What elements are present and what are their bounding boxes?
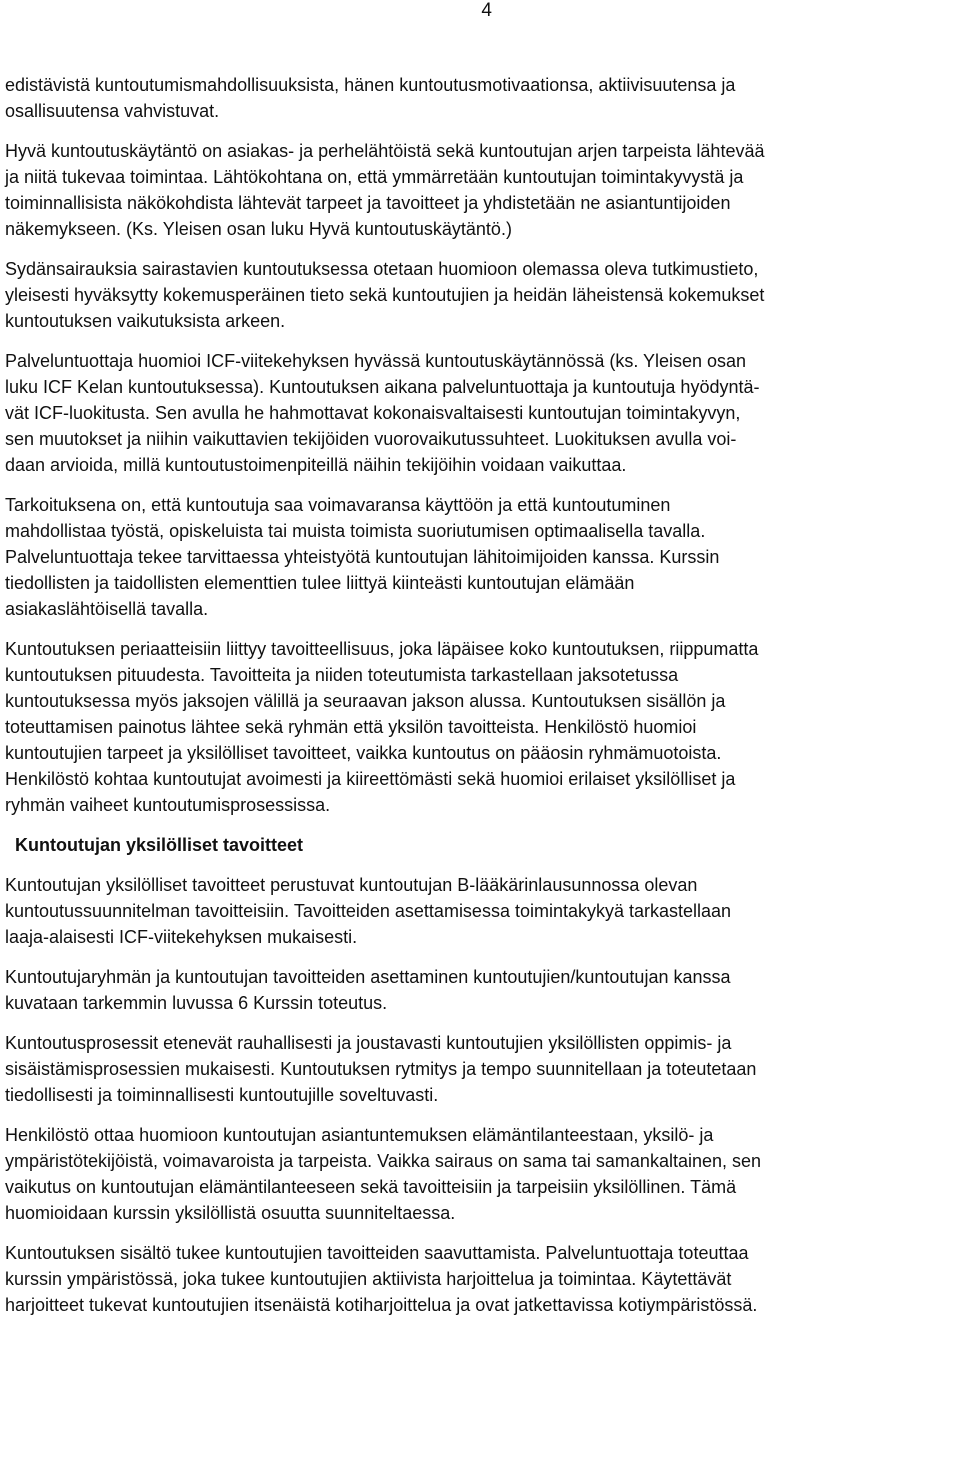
paragraph-goal-orientation: Kuntoutuksen periaatteisiin liittyy tavoitteellisuus, joka läpäisee koko kuntoutuksen, riippumatta kuntoutuksen pituudesta. Tavoitteita ja niiden toteutumista tarkastellaan jaksotetussa kuntoutuksessa myös jaksojen välillä ja seuraavan jakson alussa. Kuntoutuksen sisällön ja toteuttamisen painotus lähtee sekä ryhmän että yksilön tavoitteista. Henkilöstö huomioi kuntoutujien tarpeet ja yksilölliset tavoitteet, vaikka kuntoutus on pääosin ryhmämuotoista. Henkilöstö kohtaa kuntoutujat avoimesti ja kiireettömästi sekä huomioi erilaiset yksilölliset ja ryhmän vaiheet kuntoutumisprosessissa. [5,639,759,815]
document-body [5,72,955,1318]
paragraph-good-practice: Hyvä kuntoutuskäytäntö on asiakas- ja perhelähtöistä sekä kuntoutujan arjen tarpeista lähtevää ja niitä tukevaa toimintaa. Lähtökohtana on, että ymmärretään kuntoutujan toimintakyvystä ja toiminnallisista näkökohdista lähtevät tarpeet ja tavoitteet ja yhdistetään ne asiantuntijoiden näkemykseen. (Ks. Yleisen osan luku Hyvä kuntoutuskäytäntö.) [5,141,765,239]
paragraph-process: Kuntoutusprosessit etenevät rauhallisesti ja joustavasti kuntoutujien yksilöllisten oppimis- ja sisäistämisprosessien mukaisesti. Kuntoutuksen rytmitys ja tempo suunnitellaan ja toteutetaan tiedollisesti ja toiminnallisesti kuntoutujille soveltuvasti. [5,1033,757,1105]
section-heading: Kuntoutujan yksilölliset tavoitteet [15,835,304,855]
paragraph-expertise: Henkilöstö ottaa huomioon kuntoutujan asiantuntemuksen elämäntilanteestaan, yksilö- ja ympäristötekijöistä, voimavaroista ja tarpeista. Vaikka sairaus on sama tai samankaltainen, sen vaikutus on kuntoutujan elämäntilanteeseen sekä tavoitteisiin ja tarpeisiin yksilöllinen. Tämä huomioidaan kurssin yksilöllistä osuutta suunniteltaessa. [5,1125,762,1223]
paragraph-icf-framework: Palveluntuottaja huomioi ICF-viitekehyksen hyvässä kuntoutuskäytännössä (ks. Yleisen osan luku ICF Kelan kuntoutuksessa). Kuntoutuksen aikana palveluntuottaja ja kuntoutuja hyödyntä- vät ICF-luokitusta. Sen avulla he hahmottavat kokonaisvaltaisesti kuntoutujan toimintakyvyn, sen muutokset ja niihin vaikuttavien tekijöiden vuorovaikutussuhteet. Luokituksen avulla voi- daan arvioida, millä kuntoutustoimenpiteillä näihin tekijöihin voidaan vaikuttaa. [5,351,760,475]
paragraph-gap [5,1016,955,1030]
paragraph-gap [5,950,955,964]
paragraph-gap [5,622,955,636]
paragraph-gap [5,1108,955,1122]
paragraph-gap [5,858,955,872]
paragraph-gap [5,334,955,348]
paragraph-content-support: Kuntoutuksen sisältö tukee kuntoutujien tavoitteiden saavuttamista. Palveluntuottaja toteuttaa kurssin ympäristössä, joka tukee kuntoutujien aktiivista harjoittelua ja toimintaa. Käytettävät harjoitteet tukevat kuntoutujien itsenäistä kotiharjoittelua ja ovat jatkettavissa kotiympäristössä. [5,1243,758,1315]
paragraph-gap [5,124,955,138]
paragraph-purpose: Tarkoituksena on, että kuntoutuja saa voimavaransa käyttöön ja että kuntoutuminen mahdollistaa työstä, opiskeluista tai muista toimista suoriutumisen optimaalisella tavalla. Palveluntuottaja tekee tarvittaessa yhteistyötä kuntoutujan lähitoimijoiden kanssa. Kurssin tiedollisten ja taidollisten elementtien tulee liittyä kiinteästi kuntoutujan elämään asiakaslähtöisellä tavalla. [5,495,720,619]
paragraph-goal-setting: Kuntoutujaryhmän ja kuntoutujan tavoitteiden asettaminen kuntoutujien/kuntoutujan kanssa kuvataan tarkemmin luvussa 6 Kurssin toteutus. [5,967,731,1013]
paragraph-gap [5,478,955,492]
paragraph-motivation: edistävistä kuntoutumismahdollisuuksista, hänen kuntoutusmotivaationsa, aktiivisuutensa ja osallisuutensa vahvistuvat. [5,75,736,121]
paragraph-gap [5,818,955,832]
paragraph-research-knowledge: Sydänsairauksia sairastavien kuntoutuksessa otetaan huomioon olemassa oleva tutkimustieto, yleisesti hyväksytty kokemusperäinen tieto sekä kuntoutujien ja heidän läheistensä kokemukset kuntoutuksen vaikutuksista arkeen. [5,259,765,331]
page-number: 4 [481,0,492,21]
paragraph-gap [5,242,955,256]
paragraph-gap [5,1226,955,1240]
paragraph-individual-goals: Kuntoutujan yksilölliset tavoitteet perustuvat kuntoutujan B-lääkärinlausunnossa olevan kuntoutussuunnitelman tavoitteisiin. Tavoitteiden asettamisessa toimintakykyä tarkastellaan laaja-alaisesti ICF-viitekehyksen mukaisesti. [5,875,732,947]
